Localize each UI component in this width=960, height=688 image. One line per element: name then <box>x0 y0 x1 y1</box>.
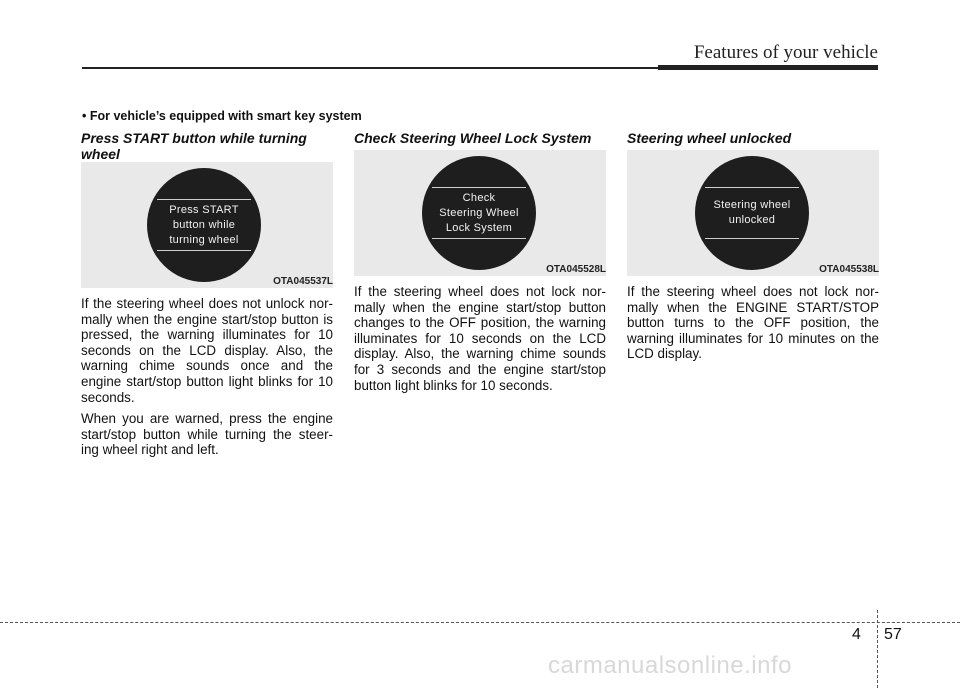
section-heading: Check Steering Wheel Lock System <box>354 130 592 146</box>
lcd-display <box>695 156 809 270</box>
lcd-display <box>147 168 261 282</box>
body-paragraph: If the steering wheel does not lock nor-mally when the ENGINE START/STOP button turns to the OFF position, the warning illuminates for 10 minutes on the LCD display. <box>627 284 879 362</box>
lcd-message: Press START button while turning wheel <box>169 203 239 246</box>
lcd-figure <box>627 150 879 276</box>
body-paragraph: When you are warned, press the engine start/stop button while turning the steer-ing wheel right and left. <box>81 411 333 458</box>
figure-code: OTA045538L <box>819 264 879 275</box>
section-title: Features of your vehicle <box>693 42 878 63</box>
page-number: 57 <box>884 626 902 643</box>
lcd-display <box>422 156 536 270</box>
chapter-number: 4 <box>852 626 861 643</box>
lcd-figure <box>81 162 333 288</box>
display-divider <box>705 238 799 239</box>
display-divider <box>705 187 799 188</box>
body-paragraph: If the steering wheel does not unlock nor-mally when the engine start/stop button is pressed, the warning illuminates for 10 seconds on the LCD display. Also, the warning chime sounds once and the engine start/stop button light blinks for 10 seconds. <box>81 296 333 405</box>
figure-code: OTA045528L <box>546 264 606 275</box>
footer-rule <box>0 622 960 623</box>
display-divider <box>432 238 526 239</box>
smart-key-note: • For vehicle’s equipped with smart key system <box>82 109 362 123</box>
figure-code: OTA045537L <box>273 276 333 287</box>
display-divider <box>157 199 251 200</box>
footer-divider <box>877 610 878 688</box>
section-wheel-unlocked <box>627 130 879 362</box>
lcd-message: Steering wheel unlocked <box>713 199 791 226</box>
display-divider <box>157 250 251 251</box>
section-press-start <box>81 130 333 458</box>
header-rule-accent <box>658 65 878 70</box>
display-divider <box>432 187 526 188</box>
watermark: carmanualsonline.info <box>548 652 792 679</box>
lcd-figure <box>354 150 606 276</box>
lcd-message: Check Steering Wheel Lock System <box>439 191 519 234</box>
body-paragraph: If the steering wheel does not lock nor-mally when the engine start/stop button changes to the OFF position, the warning illuminates for 10 seconds on the LCD display. Also, the warning chime sounds for 3 seconds and the engine start/stop button light blinks for 10 seconds. <box>354 284 606 393</box>
section-heading: Press START button while turning wheel <box>81 130 307 162</box>
section-check-lock <box>354 130 606 393</box>
section-heading: Steering wheel unlocked <box>627 130 792 146</box>
